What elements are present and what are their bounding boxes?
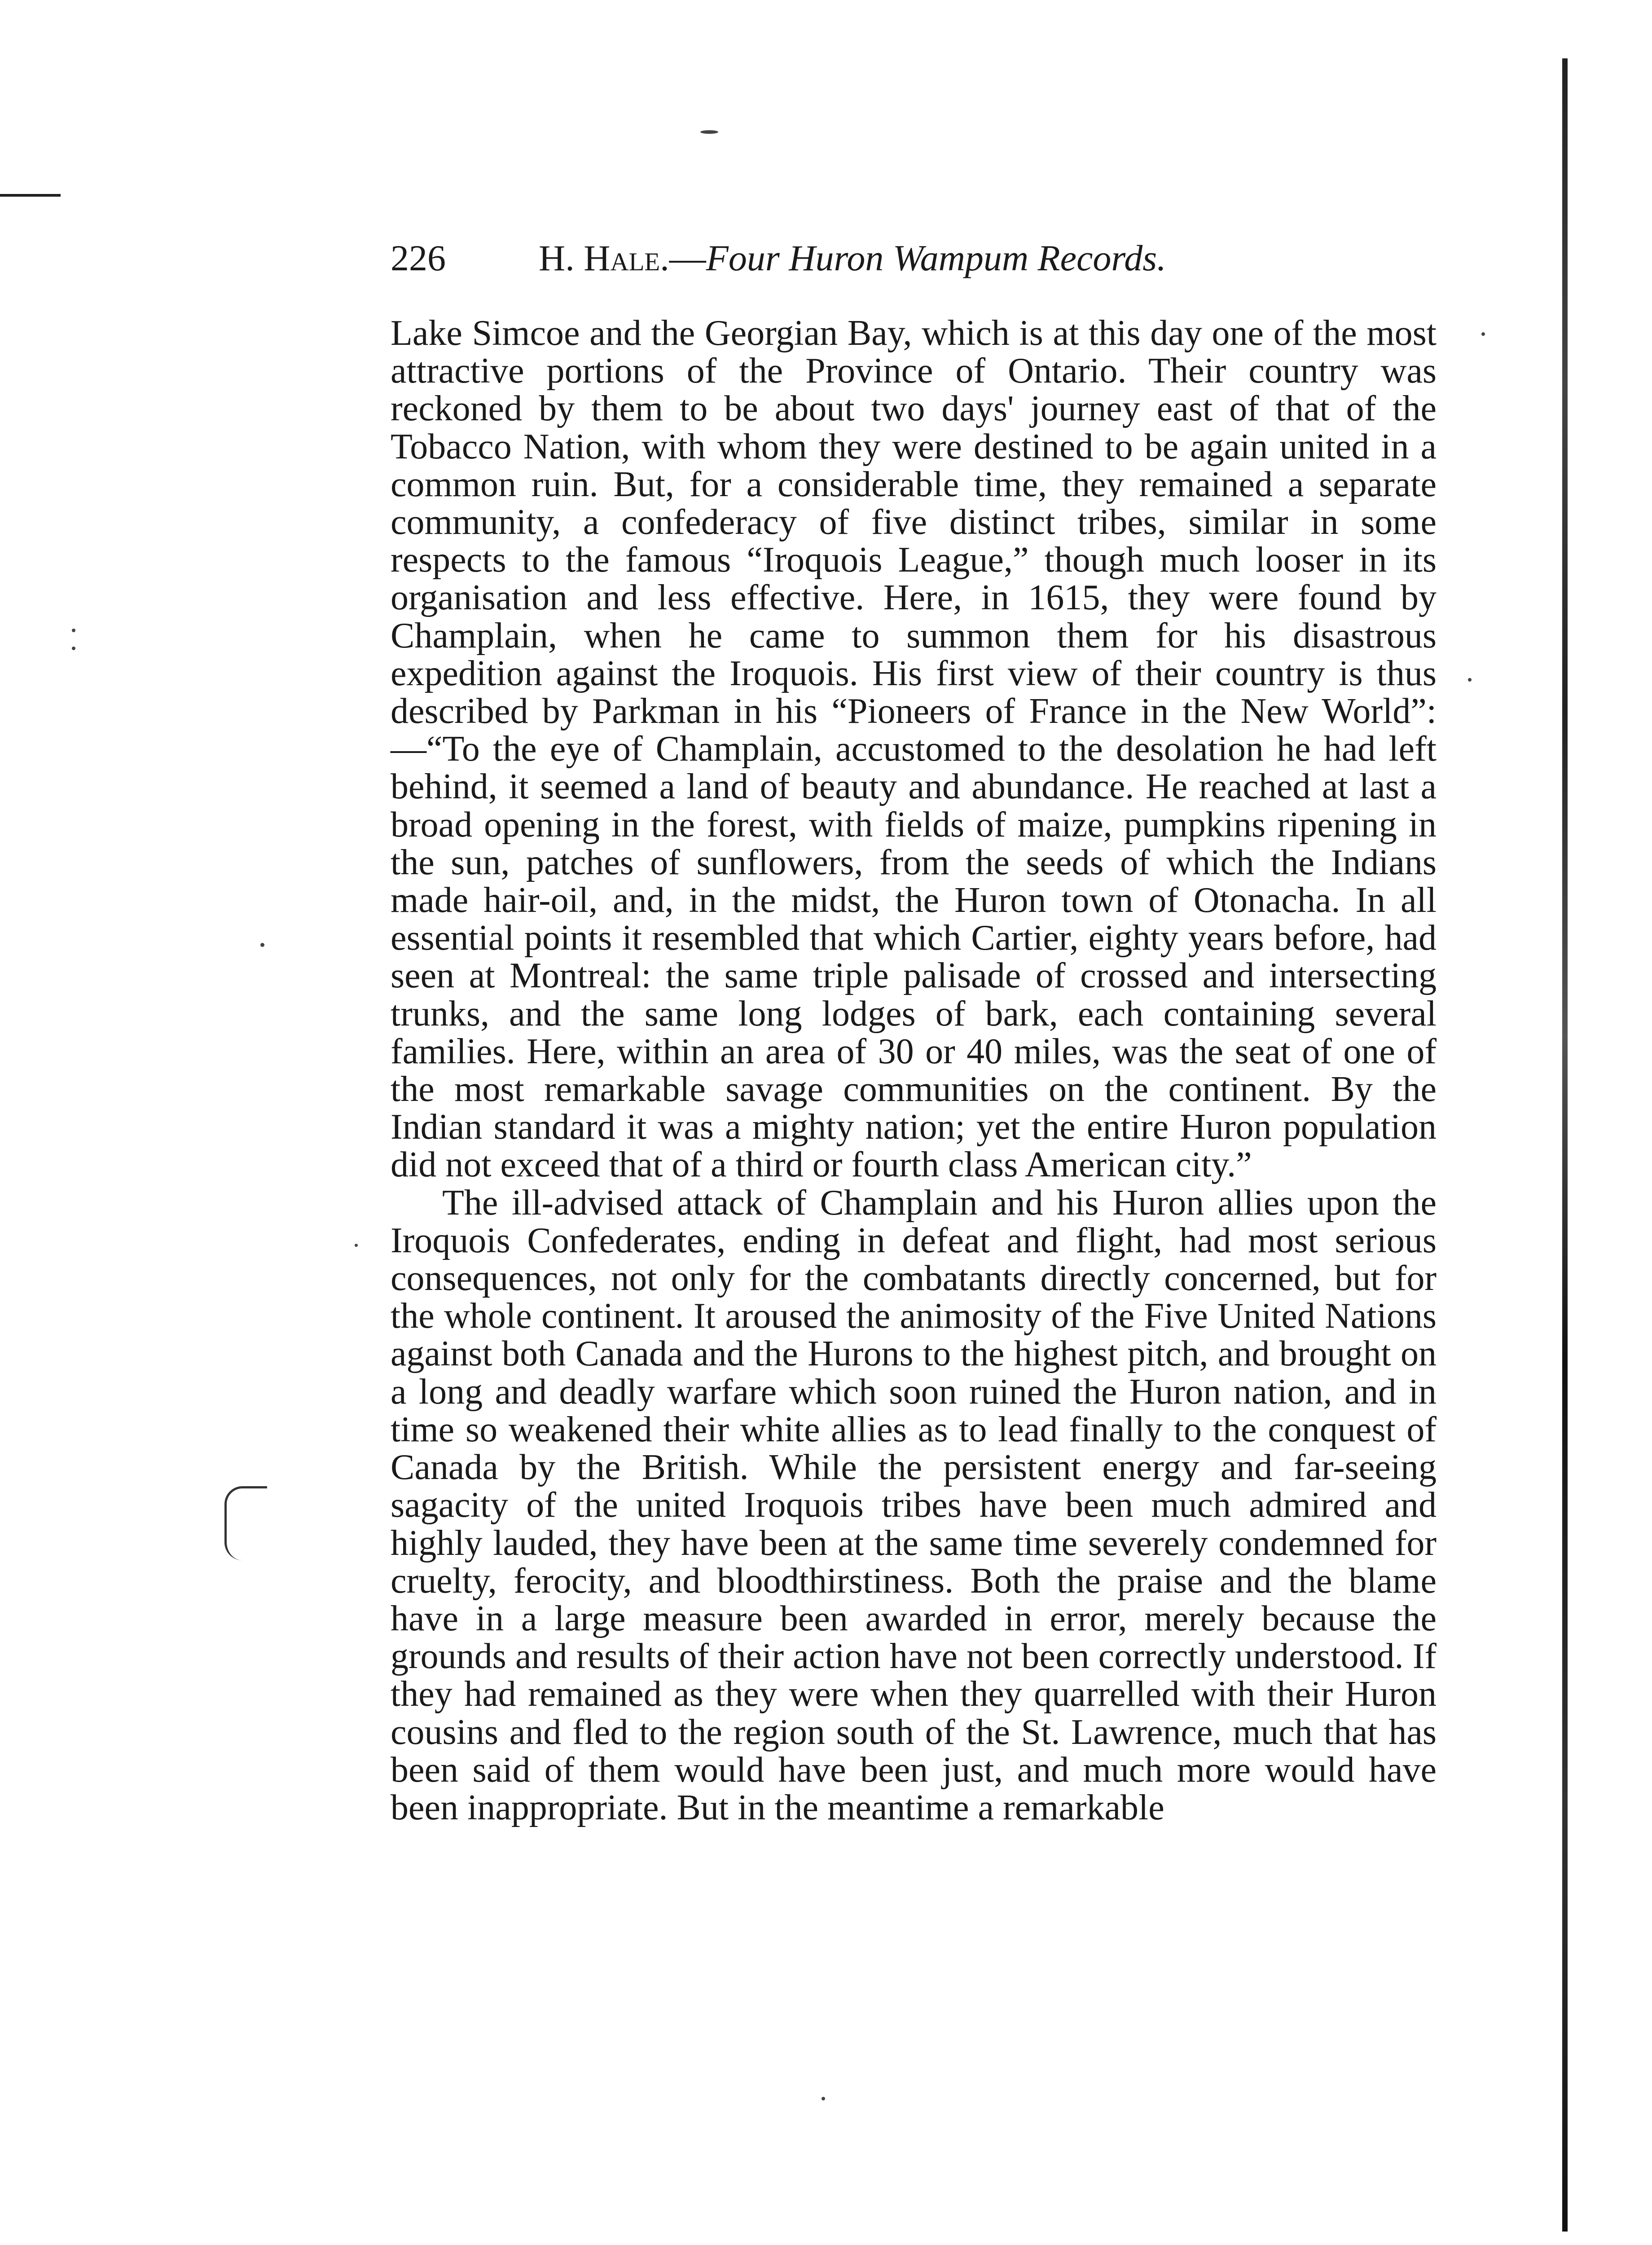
binding-edge-line xyxy=(1562,58,1568,2232)
margin-bracket-mark xyxy=(224,1486,267,1560)
scan-speck xyxy=(72,647,75,650)
header-separator: — xyxy=(669,238,706,278)
scan-speck xyxy=(1481,332,1485,336)
scan-speck xyxy=(260,943,264,947)
scan-speck xyxy=(700,130,718,134)
scan-speck xyxy=(822,2097,825,2100)
running-header xyxy=(391,233,1468,283)
header-title: Four Huron Wampum Records. xyxy=(706,238,1166,278)
scan-speck xyxy=(72,629,75,632)
paragraph: The ill-advised attack of Champlain and his Huron allies upon the Iroquois Confederates, ending in defeat and flight, had most serious consequences, not only for the combatants directly concerned, but for the whole continent. It aroused the animosity of the Five United Nations against both Canada and the Hurons to the highest pitch, and brought on a long and deadly warfare which soon ruined the Huron nation, and in time so weakened their white allies as to lead finally to the conquest of Canada by the British. While the persistent energy and far-seeing sagacity of the united Iroquois tribes have been much admired and highly lauded, they have been at the same time severely condemned for cruelty, ferocity, and bloodthirstiness. Both the praise and the blame have in a large measure been awarded in error, merely because the grounds and results of their action have not been correctly understood. If they had remained as they were when they quarrelled with their Huron cousins and fled to the region south of the St. Lawrence, much that has been said of them would have been just, and much more would have been inappropriate. But in the meantime a remarkable xyxy=(391,1183,1437,1827)
body-text xyxy=(391,314,1437,1827)
scan-speck xyxy=(1468,678,1472,682)
scan-speck xyxy=(355,1244,358,1247)
paragraph-continued: Lake Simcoe and the Georgian Bay, which is at this day one of the most attractive portions of the Province of Ontario. Their country was reckoned by them to be about two days' journey east of that of the Tobacco Nation, with whom they were destined to be again united in a common ruin. But, for a considerable time, they remained a separate community, a confederacy of five distinct tribes, similar in some respects to the famous “Iroquois League,” though much looser in its organisation and less effective. Here, in 1615, they were found by Champlain, when he came to summon them for his disastrous expedition against the Iroquois. His first view of their country is thus described by Parkman in his “Pioneers of France in the New World”:—“To the eye of Champlain, accustomed to the desolation he had left behind, it seemed a land of beauty and abundance. He reached at last a broad opening in the forest, with fields of maize, pumpkins ripening in the sun, patches of sunflowers, from the seeds of which the Indians made hair-oil, and, in the midst, the Huron town of Otonacha. In all essential points it resembled that which Cartier, eighty years before, had seen at Montreal: the same triple palisade of crossed and intersecting trunks, and the same long lodges of bark, each containing several families. Here, within an area of 30 or 40 miles, was the seat of one of the most remarkable savage communities on the continent. By the Indian standard it was a mighty nation; yet the entire Huron population did not exceed that of a third or fourth class American city.” xyxy=(391,313,1437,1185)
page-number: 226 xyxy=(391,238,446,278)
header-author: H. Hale. xyxy=(539,238,669,278)
scan-edge-mark xyxy=(0,194,61,197)
